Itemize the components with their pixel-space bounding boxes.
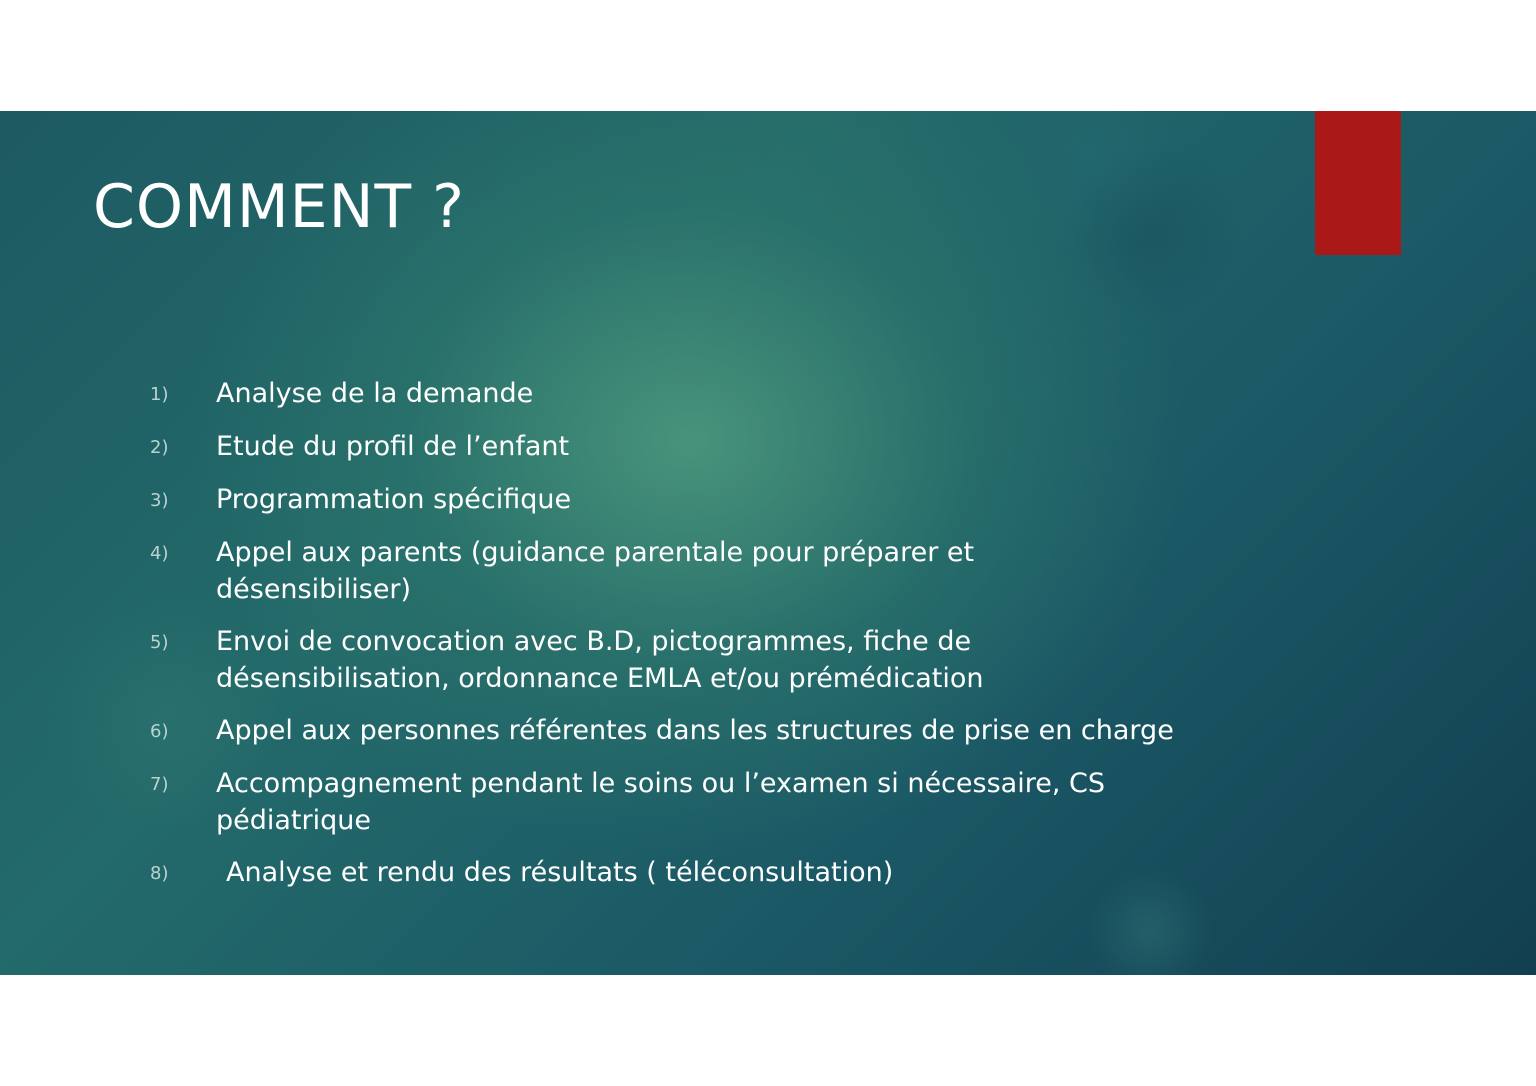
slide-title: COMMENT ?: [93, 172, 466, 242]
list-item-text: Appel aux personnes référentes dans les structures de prise en charge: [216, 715, 1174, 746]
list-item: [150, 712, 1290, 750]
list-item-number: 3): [150, 490, 169, 511]
list-item-number: 6): [150, 721, 169, 742]
list-item-number: 4): [150, 543, 169, 564]
list-item-number: 8): [150, 863, 169, 884]
list-item: [150, 481, 1290, 519]
list-item-text: Analyse et rendu des résultats ( téléconsultation): [226, 857, 894, 888]
list-item-text: Appel aux parents (guidance parentale pour préparer et désensibiliser): [216, 537, 975, 605]
list-item: [150, 623, 1290, 697]
list-item-number: 5): [150, 632, 169, 653]
list-item-text: Analyse de la demande: [216, 378, 534, 409]
list-item-number: 1): [150, 384, 169, 405]
list-item: [150, 534, 1290, 608]
list-item-text: Programmation spécifique: [216, 484, 572, 515]
list-item: [150, 428, 1290, 466]
list-item-text: Accompagnement pendant le soins ou l’examen si nécessaire, CS pédiatrique: [216, 768, 1105, 836]
list-item: [150, 375, 1290, 413]
list-item-text: Envoi de convocation avec B.D, pictogrammes, fiche de désensibilisation, ordonnance EMLA et/ou prémédication: [216, 626, 984, 694]
list-item-number: 2): [150, 437, 169, 458]
list-item: [150, 765, 1290, 839]
accent-bar: [1315, 111, 1401, 255]
list-item-number: 7): [150, 774, 169, 795]
list-item: [150, 854, 1290, 892]
slide: [0, 111, 1536, 975]
numbered-list: [150, 375, 1290, 907]
list-item-text: Etude du profil de l’enfant: [216, 431, 570, 462]
